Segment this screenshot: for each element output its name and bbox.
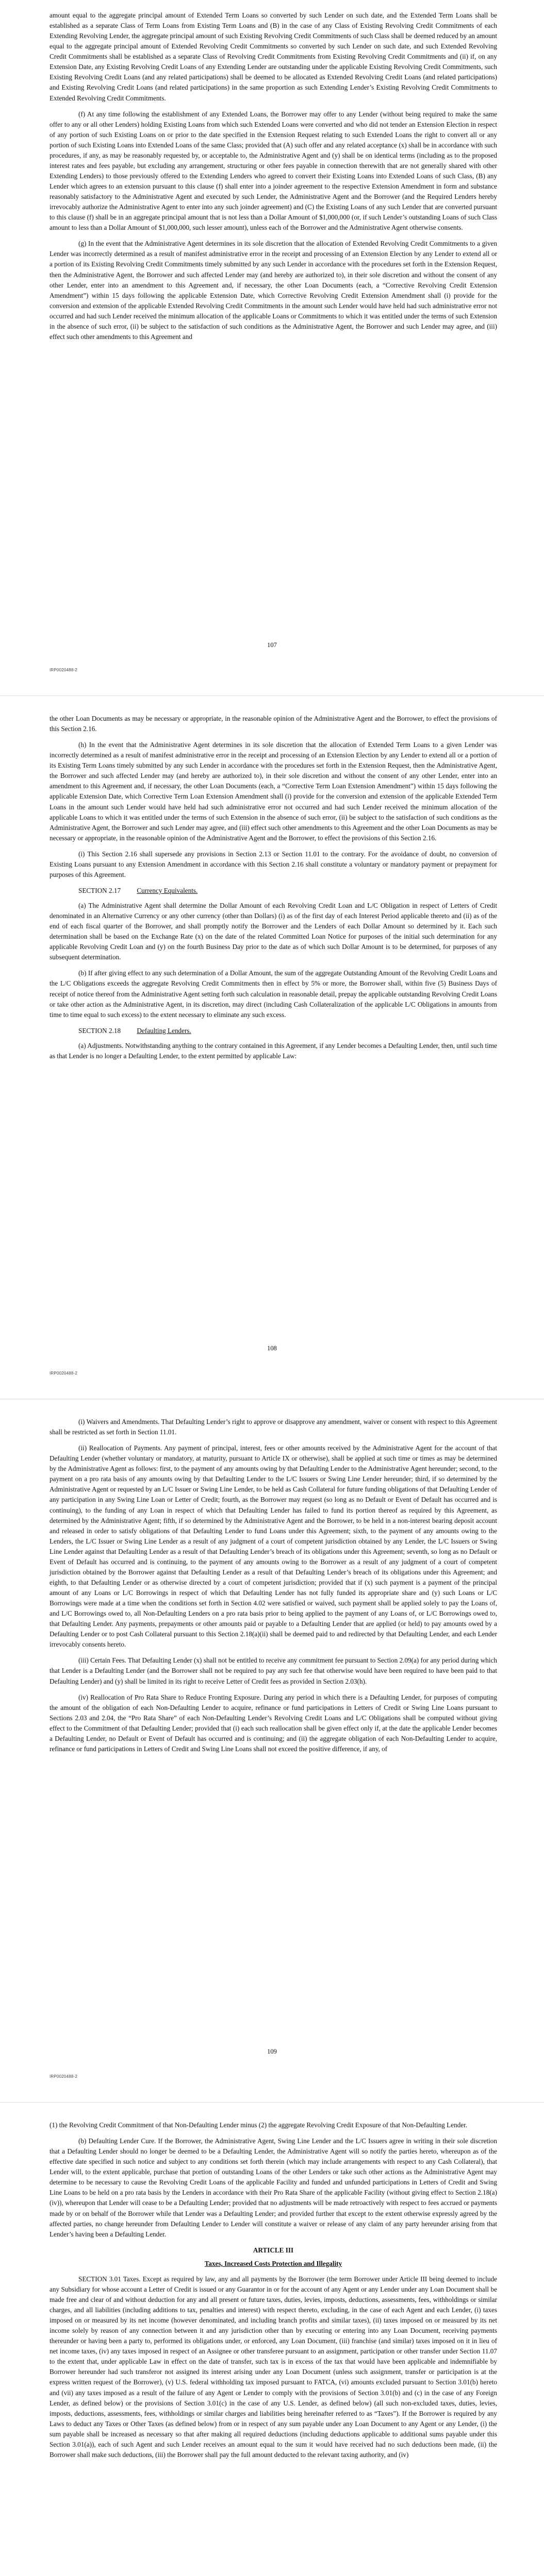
paragraph: (b) Defaulting Lender Cure. If the Borrower, the Administrative Agent, Swing Line Lender and the L/C Issuers agree in writing in their sole discretion that a Defaulting Lender should no longer be deemed to be a Defaulting Lender, the Administrative Agent will so notify the parties hereto, whereupon as of the effective date specified in such notice and subject to any conditions set forth therein (which may include arrangements with respect to any Cash Collateral), that Lender will, to the extent applicable, purchase that portion of outstanding Loans of the other Lenders or take such other actions as the Administrative Agent may determine to be necessary to cause the Revolving Credit Loans of the applicable Facility and funded and unfunded participations in Letters of Credit and Swing Line Loans to be held on a pro rata basis by the Lenders in accordance with their Pro Rata Share of the applicable Facility (without giving effect to Section 2.18(a)(iv)), whereupon that Lender will cease to be a Defaulting Lender; provided that no adjustments will be made retroactively with respect to fees accrued or payments made by or on behalf of the Borrower while that Lender was a Defaulting Lender; and provided further that except to the extent otherwise expressly agreed by the affected parties, no change hereunder from Defaulting Lender to Lender will constitute a waiver or release of any claim of any party hereunder arising from that Lender’s having been a Defaulting Lender. <box>50 2137 497 2238</box>
paragraph: (b) If after giving effect to any such determination of a Dollar Amount, the sum of the aggregate Outstanding Amount of the Revolving Credit Loans and the L/C Obligations exceeds the aggregate Revolving Credit Commitments then in effect by 5% or more, the Borrower shall, within five (5) Business Days of receipt of notice thereof from the Administrative Agent setting forth such calculation in reasonable detail, prepay the applicable outstanding Revolving Credit Loans or take other action as the Administrative Agent, in its discretion, may direct (including Cash Collateralization of the applicable L/C Obligations in amounts from time to time equal to such excess) to the extent necessary to eliminate any such excess. <box>50 969 497 1019</box>
document-page-110 <box>0 2110 544 2576</box>
section-title: Currency Equivalents. <box>137 886 198 894</box>
section-number: SECTION 2.18 <box>78 1026 121 1035</box>
section-title: Defaulting Lenders. <box>137 1026 191 1035</box>
document-page-108 <box>0 703 544 1391</box>
paragraph: (iii) Certain Fees. That Defaulting Lender (x) shall not be entitled to receive any commitment fee pursuant to Section 2.09(a) for any period during which that Lender is a Defaulting Lender (and the Borrower shall not be required to pay any such fee that otherwise would have been required to have been paid to that Defaulting Lender) and (y) shall be limited in its right to receive Letter of Credit fees as provided in Section 2.03(h). <box>50 1656 497 1685</box>
document-id: IRP0020488-2 <box>50 2074 77 2079</box>
page-body <box>50 714 497 1067</box>
document-id: IRP0020488-2 <box>50 668 77 672</box>
paragraph: amount equal to the aggregate principal amount of Extended Term Loans so converted by such Lender on such date, and the Extended Term Loans shall be established as a separate Class of Term Loans from Existing Term Loans and (B) in the case of any Class of Existing Revolving Credit Commitments of each Extending Revolving Lender, the aggregate principal amount of such Existing Revolving Credit Commitments of such Class shall be deemed reduced by an amount equal to the aggregate principal amount of Extended Revolving Credit Commitments so converted by such Lender on such date, and such Extended Revolving Credit Commitments shall be established as a separate Class of Revolving Credit Commitments from Existing Revolving Credit Commitments and (ii) if, on any Extension Date, any Existing Revolving Credit Loans of any Extending Lender are outstanding under the applicable Existing Revolving Credit Commitments, such Existing Revolving Credit Loans (and any related participations) shall be deemed to be allocated as Extended Revolving Credit Loans (and related participations) and Existing Revolving Credit Loans (and related participations) in the same proportion as such Extending Lender’s Existing Revolving Credit Commitments to Extended Revolving Credit Commitments. <box>50 11 497 102</box>
page-number: 108 <box>267 1345 277 1352</box>
paragraph: (i) This Section 2.16 shall supersede any provisions in Section 2.13 or Section 11.01 to the contrary. For the avoidance of doubt, no conversion of Existing Loans pursuant to any Extension Amendment in accordance with this Section 2.16 shall constitute a voluntary or mandatory payment or prepayment for purposes of this Agreement. <box>50 850 497 878</box>
article-title: Taxes, Increased Costs Protection and Illegality <box>204 2259 342 2267</box>
paragraph: (h) In the event that the Administrative Agent determines in its sole discretion that the allocation of Extended Term Loans to a given Lender was incorrectly determined as a result of manifest administrative error in the receipt and processing of an Extension Election by any Lender to extend all or a portion of its Existing Term Loans timely submitted by any such Lender in accordance with the procedures set forth in the Extension Request, then the Administrative Agent, the Borrower and such affected Lender may (and hereby are authorized to), in their sole discretion and without the consent of any other Lender, enter into an amendment to this Agreement and, if necessary, the other Loan Documents (each, a “Corrective Term Loan Extension Amendment”) within 15 days following the applicable Extension Date, which Corrective Term Loan Extension Amendment shall (i) provide for the conversion and extension of the applicable Extended Term Loans in the amount such Lender would have held had such administrative error not occurred and had such Lender received the minimum allocation of the applicable Loans to which it was entitled under the terms of such Extension in the absence of such error, (ii) be subject to the satisfaction of such conditions as the Administrative Agent, the Borrower and such Lender may agree, and (iii) effect such other amendments to this Agreement and the other Loan Documents as may be necessary or appropriate, in the reasonable opinion of the Administrative Agent and the Borrower, to effect the provisions of this Section 2.16. <box>50 741 497 842</box>
page-number: 107 <box>267 641 277 649</box>
page-body <box>50 1417 497 1760</box>
paragraph: (iv) Reallocation of Pro Rata Share to Reduce Fronting Exposure. During any period in which there is a Defaulting Lender, for purposes of computing the amount of the obligation of each Non-Defaulting Lender to acquire, refinance or fund participations in Letters of Credit or Swing Line Loans pursuant to Sections 2.03 and 2.04, the “Pro Rata Share” of each Non-Defaulting Lender’s Revolving Credit Loans and L/C Obligations shall be computed without giving effect to the Commitment of that Defaulting Lender; provided that (i) each such reallocation shall be given effect only if, at the date the applicable Lender becomes a Defaulting Lender, no Default or Event of Default has occurred and is continuing; and (ii) the aggregate obligation of each Non-Defaulting Lender to acquire, refinance or fund participations in Letters of Credit and Swing Line Loans shall not exceed the positive difference, if any, of <box>50 1693 497 1753</box>
section-number: SECTION 2.17 <box>78 886 121 894</box>
paragraph: (f) At any time following the establishment of any Extended Loans, the Borrower may offer to any Lender (without being required to make the same offer to any or all other Lenders) holding Existing Loans from which such Extended Loans were converted and who did not tender an Extension Election in respect of any portion of such Existing Loans on or prior to the date specified in the Extension Request relating to such Extended Loans the right to convert all or any portion of such Existing Loans into Extended Loans of the same Class; provided that (A) such offer and any related acceptance (x) shall be in accordance with such procedures, if any, as may be reasonably requested by, or acceptable to, the Administrative Agent and (y) shall be on identical terms (including as to the proposed interest rates and fees payable, but excluding any arrangement, structuring or other fees payable in connection therewith that are not generally shared with other Extending Lenders) to those previously offered to the Extending Lenders who agreed to convert their Existing Loans into Extended Loans of such Class, (B) any Lender which agrees to an extension pursuant to this clause (f) shall enter into a joinder agreement to the respective Extension Amendment in form and substance reasonably satisfactory to the Administrative Agent and executed by such Lender, the Administrative Agent and the Borrower (and the Required Lenders hereby irrevocably authorize the Administrative Agent to enter into any such joinder agreement) and (C) the Existing Loans of any such Lender that are converted pursuant to this clause (f) shall be in an aggregate principal amount that is not less than a Dollar Amount of $1,000,000 (or, if such Lender’s outstanding Loans of such Class amount to less than a Dollar Amount of $1,000,000, such lesser amount), unless each of the Borrower and the Administrative Agent otherwise consents. <box>50 110 497 232</box>
paragraph: SECTION 3.01 Taxes. Except as required by law, any and all payments by the Borrower (the term Borrower under Article III being deemed to include any Subsidiary for whose account a Letter of Credit is issued or any Guarantor in or for the account of any Agent or any Lender under any Loan Document shall be made free and clear of and without deduction for any and all present or future taxes, duties, levies, imposts, deductions, assessments, fees, withholdings or similar charges, and all liabilities (including additions to tax, penalties and interest) with respect thereto, excluding, in the case of each Agent and each Lender, (i) taxes imposed on or measured by its net income (however denominated, and including branch profits and similar taxes), (ii) taxes imposed on or measured by its net income solely by reason of any connection between it and any jurisdiction other than by executing or entering into any Loan Document, receiving payments thereunder or having been a party to, performed its obligations under, or enforced, any Loan Document, (iii) franchise (and similar) taxes imposed on it in lieu of net income taxes, (iv) any taxes imposed in respect of an Assignee or other transferee pursuant to an assignment, participation or other transfer under Section 11.07 to the extent that, under applicable Law in effect on the date of transfer, such tax is in excess of the tax that would have been applicable and indemnifiable by Borrower hereunder had such transferor not assigned its interest arising under any Loan Document (unless such assignment, transfer or participation is at the express written request of the Borrower), (v) U.S. federal withholding tax imposed pursuant to FATCA, (vi) amounts excluded pursuant to Section 3.01(b) hereto and (vii) any taxes imposed as a result of the failure of any Agent or Lender to comply with the provisions of Section 3.01(b) and (c) in the case of any Foreign Lender, as defined below) or the provisions of Section 3.01(c) in the case of any U.S. Lender, as defined below) (all such non-excluded taxes, duties, levies, imposts, deductions, assessments, fees, withholdings or similar charges and liabilities being hereinafter referred to as “Taxes”). If the Borrower is required by any Laws to deduct any Taxes or Other Taxes (as defined below) from or in respect of any sum payable under any Loan Document to any Agent or any Lender, (i) the sum payable shall be increased as necessary so that after making all required deductions (including deductions applicable to additional sums payable under this Section 3.01(a)), each of such Agent and such Lender receives an amount equal to the sum it would have received had no such deductions been made, (ii) the Borrower shall make such deductions, (iii) the Borrower shall pay the full amount deducted to the relevant taxing authority, and (iv) <box>50 2275 497 2459</box>
page-body <box>50 10 497 348</box>
document-id: IRP0020488-2 <box>50 1371 77 1376</box>
paragraph: (a) The Administrative Agent shall determine the Dollar Amount of each Revolving Credit Loan and L/C Obligation in respect of Letters of Credit denominated in an Alternative Currency or any other currency (other than Dollars) (i) as of the first day of each Interest Period applicable thereto and (ii) as of the end of each fiscal quarter of the Borrower, and shall promptly notify the Borrower and the Lenders of each Dollar Amount so determined by it. Each such determination shall be based on the Exchange Rate (x) on the date of the related Committed Loan Notice for purposes of the initial such determination for any applicable Revolving Credit Loan and (y) on the fourth Business Day prior to the date as of which such Dollar Amount is to be determined, for purposes of any subsequent determination. <box>50 902 497 961</box>
section-heading <box>50 886 497 896</box>
paragraph: (a) Adjustments. Notwithstanding anything to the contrary contained in this Agreement, if any Lender becomes a Defaulting Lender, then, until such time as that Lender is no longer a Defaulting Lender, to the extent permitted by applicable Law: <box>50 1041 497 1060</box>
paragraph: (i) Waivers and Amendments. That Defaulting Lender’s right to approve or disapprove any amendment, waiver or consent with respect to this Agreement shall be restricted as set forth in Section 11.01. <box>50 1418 497 1436</box>
page-divider <box>0 2102 544 2103</box>
page-body <box>50 2120 497 2466</box>
article-number: ARTICLE III <box>253 2246 294 2254</box>
paragraph: (ii) Reallocation of Payments. Any payment of principal, interest, fees or other amounts received by the Administrative Agent for the account of that Defaulting Lender (whether voluntary or mandatory, at maturity, pursuant to Article IX or otherwise), shall be applied at such time or times as may be determined by the Administrative Agent as follows: first, to the payment of any amounts owing by that Defaulting Lender to the Administrative Agent hereunder; second, to the payment on a pro rata basis of any amounts owing by that Defaulting Lender to the L/C Issuers or Swing Line Lender hereunder; third, if so determined by the Administrative Agent or requested by an L/C Issuer or Swing Line Lender, to be held as Cash Collateral for future funding obligations of that Defaulting Lender of any participation in any Swing Line Loan or Letter of Credit; fourth, as the Borrower may request (so long as no Default or Event of Default has occurred and is continuing), to the funding of any Loan in respect of which that Defaulting Lender has failed to fund its portion thereof as required by this Agreement, as determined by the Administrative Agent; fifth, if so determined by the Administrative Agent and the Borrower, to be held in a non-interest bearing deposit account and released in order to satisfy obligations of that Defaulting Lender to fund Loans under this Agreement; sixth, to the payment of any amounts owing to the Lenders, the L/C Issuer or Swing Line Lender as a result of any judgment of a court of competent jurisdiction obtained by any Lender, the L/C Issuers or Swing Line Lender against that Defaulting Lender as a result of that Defaulting Lender’s breach of its obligations under this Agreement; seventh, so long as no Default or Event of Default has occurred and is continuing, to the payment of any amounts owing to the Borrower as a result of any judgment of a court of competent jurisdiction obtained by the Borrower against that Defaulting Lender as a result of that Defaulting Lender’s breach of its obligations under this Agreement; and eighth, to that Defaulting Lender or as otherwise directed by a court of competent jurisdiction; provided that if (x) such payment is a payment of the principal amount of any Loans or L/C Borrowings in respect of which that Defaulting Lender has not fully funded its appropriate share and (y) such Loans or L/C Borrowings were made at a time when the conditions set forth in Section 4.02 were satisfied or waived, such payment shall be applied solely to pay the Loans of, and L/C Borrowings owed to, all Non-Defaulting Lenders on a pro rata basis prior to being applied to the payment of any Loans of, or L/C Borrowings owed to, that Defaulting Lender. Any payments, prepayments or other amounts paid or payable to a Defaulting Lender that are applied (or held) to pay amounts owed by a Defaulting Lender or to post Cash Collateral pursuant to this Section 2.18(a)(ii) shall be deemed paid to and redirected by that Defaulting Lender, and each Lender irrevocably consents hereto. <box>50 1444 497 1649</box>
page-number: 109 <box>267 2048 277 2055</box>
paragraph: (1) the Revolving Credit Commitment of that Non-Defaulting Lender minus (2) the aggregate Revolving Credit Exposure of that Non-Defaulting Lender. <box>50 2121 468 2129</box>
document-page-107 <box>0 0 544 688</box>
document-page-109 <box>0 1406 544 2094</box>
paragraph: (g) In the event that the Administrative Agent determines in its sole discretion that the allocation of Extended Revolving Credit Commitments to a given Lender was incorrectly determined as a result of manifest administrative error in the receipt and processing of an Extension Election by any Lender to extend all or a portion of its Existing Revolving Credit Commitments timely submitted by any such Lender in accordance with the procedures set forth in the Extension Request, then the Administrative Agent, the Borrower and such affected Lender may (and hereby are authorized to), in their sole discretion and without the consent of any other Lender, enter into an amendment to this Agreement and, if necessary, the other Loan Documents (each, a “Corrective Revolving Credit Extension Amendment”) within 15 days following the applicable Extension Date, which Corrective Revolving Credit Extension Amendment shall (i) provide for the conversion and extension of the applicable Extended Revolving Credit Commitments in the amount such Lender would have held had such administrative error not occurred and had such Lender received the minimum allocation of the applicable Loans or Commitments to which it was entitled under the terms of such Extension in the absence of such error, (ii) be subject to the satisfaction of such conditions as the Administrative Agent, the Borrower and such Lender may agree, and (iii) effect such other amendments to this Agreement and <box>50 240 497 341</box>
paragraph: the other Loan Documents as may be necessary or appropriate, in the reasonable opinion of the Administrative Agent and the Borrower, to effect the provisions of this Section 2.16. <box>50 715 497 733</box>
section-heading <box>50 1026 497 1036</box>
